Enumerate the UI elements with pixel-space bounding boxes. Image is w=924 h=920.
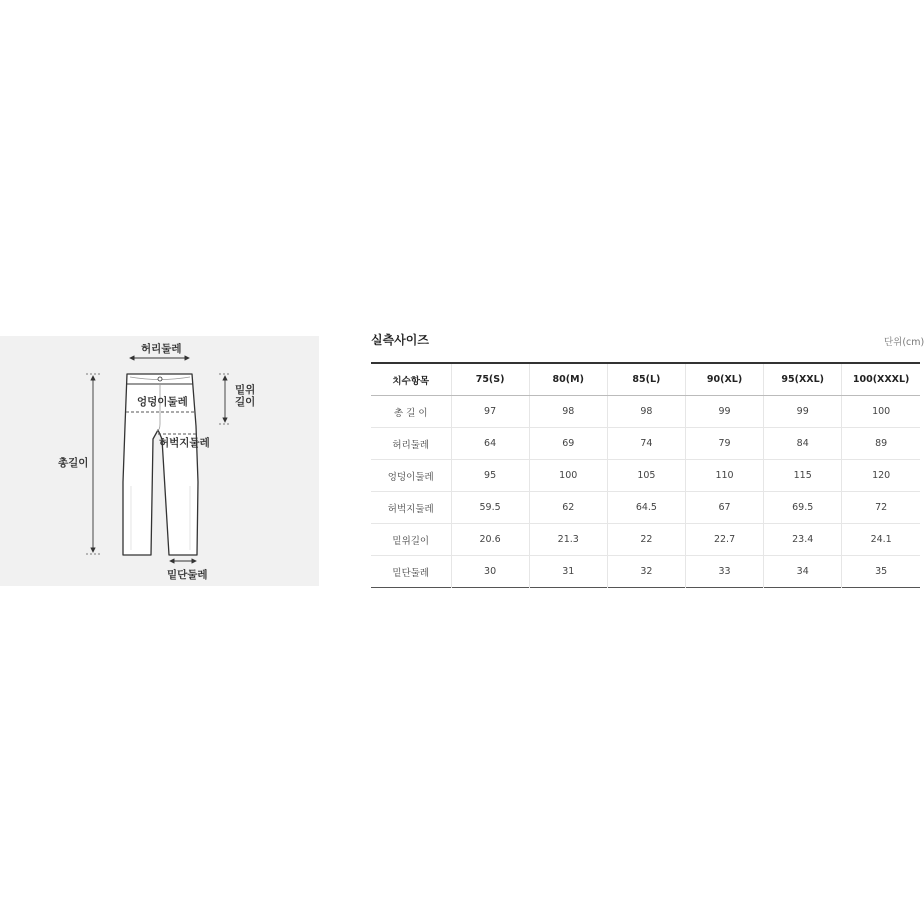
value-cell: 105 xyxy=(607,460,685,492)
value-cell: 23.4 xyxy=(764,524,842,556)
value-cell: 24.1 xyxy=(842,524,920,556)
rise-label-line1: 밑위 xyxy=(235,384,256,396)
row-label-cell: 총 길 이 xyxy=(371,396,451,428)
pants-measurement-diagram xyxy=(0,336,319,586)
size-header-cell: 85(L) xyxy=(607,363,685,396)
size-header-cell: 75(S) xyxy=(451,363,529,396)
value-cell: 98 xyxy=(529,396,607,428)
row-label-cell: 밑위길이 xyxy=(371,524,451,556)
value-cell: 120 xyxy=(842,460,920,492)
rise-label-line2: 길이 xyxy=(235,396,256,408)
value-cell: 34 xyxy=(764,556,842,588)
size-table-title: 실측사이즈 xyxy=(371,333,429,347)
pants-illustration xyxy=(0,336,319,586)
value-cell: 32 xyxy=(607,556,685,588)
row-label-cell: 허리둘레 xyxy=(371,428,451,460)
size-header-cell: 100(XXXL) xyxy=(842,363,920,396)
table-row xyxy=(371,428,920,460)
unit-note: 단위(cm) xyxy=(884,337,924,348)
value-cell: 69 xyxy=(529,428,607,460)
total-length-label: 총길이 xyxy=(58,457,89,469)
thigh-label: 허벅지둘레 xyxy=(159,437,210,449)
value-cell: 74 xyxy=(607,428,685,460)
size-header-cell: 80(M) xyxy=(529,363,607,396)
value-cell: 22.7 xyxy=(685,524,763,556)
value-cell: 84 xyxy=(764,428,842,460)
value-cell: 22 xyxy=(607,524,685,556)
value-cell: 33 xyxy=(685,556,763,588)
table-row xyxy=(371,492,920,524)
value-cell: 95 xyxy=(451,460,529,492)
row-label-cell: 허벅지둘레 xyxy=(371,492,451,524)
size-table-header-row xyxy=(371,363,920,396)
value-cell: 115 xyxy=(764,460,842,492)
value-cell: 99 xyxy=(685,396,763,428)
row-label-cell: 엉덩이둘레 xyxy=(371,460,451,492)
value-cell: 99 xyxy=(764,396,842,428)
value-cell: 79 xyxy=(685,428,763,460)
value-cell: 20.6 xyxy=(451,524,529,556)
value-cell: 100 xyxy=(842,396,920,428)
table-row xyxy=(371,524,920,556)
value-cell: 67 xyxy=(685,492,763,524)
waist-label: 허리둘레 xyxy=(141,343,182,355)
value-cell: 69.5 xyxy=(764,492,842,524)
button-icon xyxy=(158,377,162,381)
row-label-cell: 밑단둘레 xyxy=(392,567,430,579)
value-cell: 72 xyxy=(842,492,920,524)
hip-label: 엉덩이둘레 xyxy=(137,396,188,408)
value-cell: 110 xyxy=(685,460,763,492)
value-cell: 30 xyxy=(451,556,529,588)
value-cell: 64 xyxy=(451,428,529,460)
value-cell: 100 xyxy=(529,460,607,492)
value-cell: 35 xyxy=(842,556,920,588)
size-header-cell: 90(XL) xyxy=(685,363,763,396)
value-cell: 31 xyxy=(529,556,607,588)
table-row xyxy=(371,556,920,588)
table-row xyxy=(371,396,920,428)
size-header-cell: 95(XXL) xyxy=(764,363,842,396)
value-cell: 89 xyxy=(842,428,920,460)
table-row xyxy=(371,460,920,492)
value-cell: 62 xyxy=(529,492,607,524)
header-label-cell: 치수항목 xyxy=(371,363,451,396)
size-table xyxy=(371,362,920,588)
value-cell: 59.5 xyxy=(451,492,529,524)
value-cell: 21.3 xyxy=(529,524,607,556)
hem-label: 밑단둘레 xyxy=(167,569,208,581)
value-cell: 64.5 xyxy=(607,492,685,524)
value-cell: 97 xyxy=(451,396,529,428)
value-cell: 98 xyxy=(607,396,685,428)
